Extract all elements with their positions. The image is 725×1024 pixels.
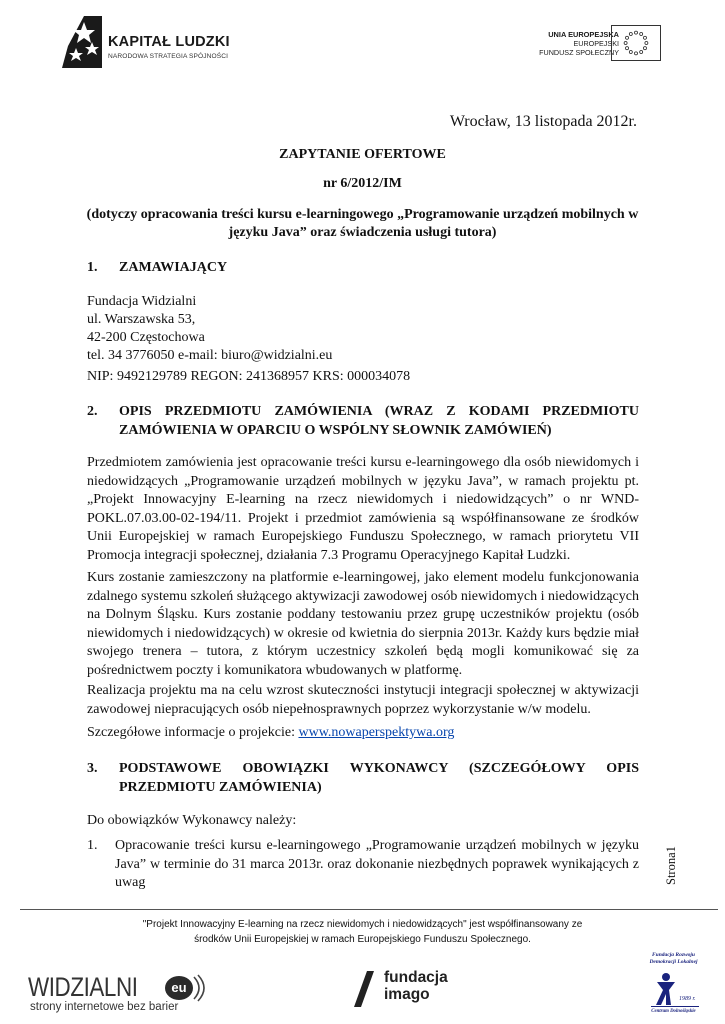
company-ids: NIP: 9492129789 REGON: 241368957 KRS: 000034078 xyxy=(87,369,411,384)
eu-line-1: UNIA EUROPEJSKA xyxy=(548,30,619,39)
fundacja-imago-slash-icon xyxy=(352,971,376,1007)
paragraph-1: Przedmiotem zamówienia jest opracowanie treści kursu e-learningowego dla osób niewidomych i niedowidzących „Programowanie urządzeń mobilnych w języku Java”, w ramach projektu pt.„Projekt Innowacyjny E-learning na rzecz niewidomych i niedowidzących” o nr WND-POKL.07.03.00-02-194/11. Projekt i przedmiot zamówienia są współfinansowane ze środków Unii Europejskiej w ramach Europejskiego Funduszu Społecznego, w ramach priorytetu VII Promocja integracji społecznej, działania 7.3 Programu Operacyjnego Kapitał Ludzki. xyxy=(87,455,639,563)
widzialni-eu-badge: eu xyxy=(165,976,193,1000)
page-number-label: Strona1 xyxy=(664,846,678,885)
paragraph-3: Realizacja projektu ma na celu wzrost skuteczności instytucji integracji społecznej w aktywizacji zawodowej niepracujących osób niepełnosprawnych poprzez wykorzystanie w/w modelu. xyxy=(87,683,639,717)
paragraph-4-text: Szczegółowe informacje o projekcie: xyxy=(87,725,299,740)
person-figure-icon xyxy=(653,972,679,1006)
section-1-heading xyxy=(87,259,639,278)
section-1-number: 1. xyxy=(87,260,98,275)
fbdl-bottom-text: Centrum Dolnośląskie xyxy=(651,1009,696,1014)
kapital-ludzki-logo xyxy=(62,16,232,74)
project-website-link[interactable]: www.nowaperspektywa.org xyxy=(298,725,455,740)
eu-flag-icon xyxy=(611,25,661,61)
footer-line-2: środków Unii Europejskiej w ramach Europejskiego Funduszu Społecznego. xyxy=(194,934,531,945)
section-2-number: 2. xyxy=(87,404,98,419)
paragraph-4 xyxy=(87,724,639,743)
list-item-text: Opracowanie treści kursu e-learningowego „Programowanie urządzeń mobilnych w języku Java” w terminie do 31 marca 2013r. oraz dokonanie niezbędnych poprawek wynikających z uwag xyxy=(115,838,639,890)
address-street: ul. Warszawska 53, xyxy=(87,312,196,327)
document-subject xyxy=(0,206,725,242)
section-2-title: OPIS PRZEDMIOTU ZAMÓWIENIA (WRAZ Z KODAMI PRZEDMIOTU ZAMÓWIENIA W OPARCIU O WSPÓLNY SŁOWNIK ZAMÓWIEŃ) xyxy=(119,404,639,438)
document-title: ZAPYTANIE OFERTOWE xyxy=(279,147,446,162)
list-item-number: 1. xyxy=(87,838,98,853)
footer-funding-note xyxy=(0,917,725,947)
section-3-number: 3. xyxy=(87,761,98,776)
address-contact: tel. 34 3776050 e-mail: biuro@widzialni.eu xyxy=(87,348,333,363)
fundacja-imago-line-1: fundacja xyxy=(384,969,448,986)
fbdl-divider xyxy=(651,1006,699,1007)
section-3-heading xyxy=(87,760,639,797)
paragraph-5: Do obowiązków Wykonawcy należy: xyxy=(87,813,297,828)
document-date: Wrocław, 13 listopada 2012r. xyxy=(449,113,637,130)
widzialni-wordmark: WIDZIALNI xyxy=(28,972,138,1002)
kapital-ludzki-title: KAPITAŁ LUDZKI xyxy=(108,34,230,50)
kapital-ludzki-star-icon xyxy=(62,16,102,68)
paragraph-2: Kurs zostanie zamieszczony na platformie e-learningowej, jako element modelu funkcjonowania zdalnego systemu szkoleń służącego aktywizacji zawodowej osób niewidomych i niedowidzących na Dolnym Śląsku. Kurs zostanie poddany testowaniu przez grupę uczestników projektu (osób niewidomych i niedowidzących) w okresie od kwietnia do sierpnia 2013r. Każdy kurs będzie miał swojego trenera – tutora, z którym uczestnicy szkoleń będą mogli komunikować się za pośrednictwem poczty i komunikatora wbudowanych w platformę. xyxy=(87,570,639,678)
footer-line-1: "Projekt Innowacyjny E-learning na rzecz niewidomych i niedowidzących" jest współfinansowany ze xyxy=(142,919,583,930)
widzialni-logo xyxy=(28,972,213,1018)
address-name: Fundacja Widzialni xyxy=(87,294,197,309)
widzialni-tagline: strony internetowe bez barier xyxy=(30,1001,179,1013)
kapital-ludzki-subtitle: NARODOWA STRATEGIA SPÓJNOŚCI xyxy=(108,53,229,60)
fundacja-imago-line-2: imago xyxy=(384,986,430,1003)
widzialni-arcs-icon xyxy=(192,974,208,1002)
address-block xyxy=(87,293,639,365)
fbdl-year: 1989 r. xyxy=(679,996,696,1002)
section-1-title: ZAMAWIAJĄCY xyxy=(119,260,228,275)
list-item xyxy=(87,837,639,893)
fundacja-imago-wordmark xyxy=(384,969,448,1003)
footer-divider xyxy=(20,909,718,910)
eu-line-3: FUNDUSZ SPOŁECZNY xyxy=(539,48,619,57)
eu-text-block xyxy=(539,30,619,57)
fbdl-logo xyxy=(643,952,704,1022)
address-city: 42-200 Częstochowa xyxy=(87,330,205,345)
document-subject-text: (dotyczy opracowania treści kursu e-learningowego „Programowanie urządzeń mobilnych w języku Java” oraz świadczenia usługi tutora) xyxy=(86,207,639,240)
section-2-heading xyxy=(87,403,639,440)
document-number: nr 6/2012/IM xyxy=(323,176,402,191)
section-3-title: PODSTAWOWE OBOWIĄZKI WYKONAWCY (SZCZEGÓŁOWY OPIS PRZEDMIOTU ZAMÓWIENIA) xyxy=(119,761,639,795)
fbdl-title: Fundacja Rozwoju Demokracji Lokalnej xyxy=(649,952,698,965)
eu-line-2: EUROPEJSKI xyxy=(573,39,619,48)
